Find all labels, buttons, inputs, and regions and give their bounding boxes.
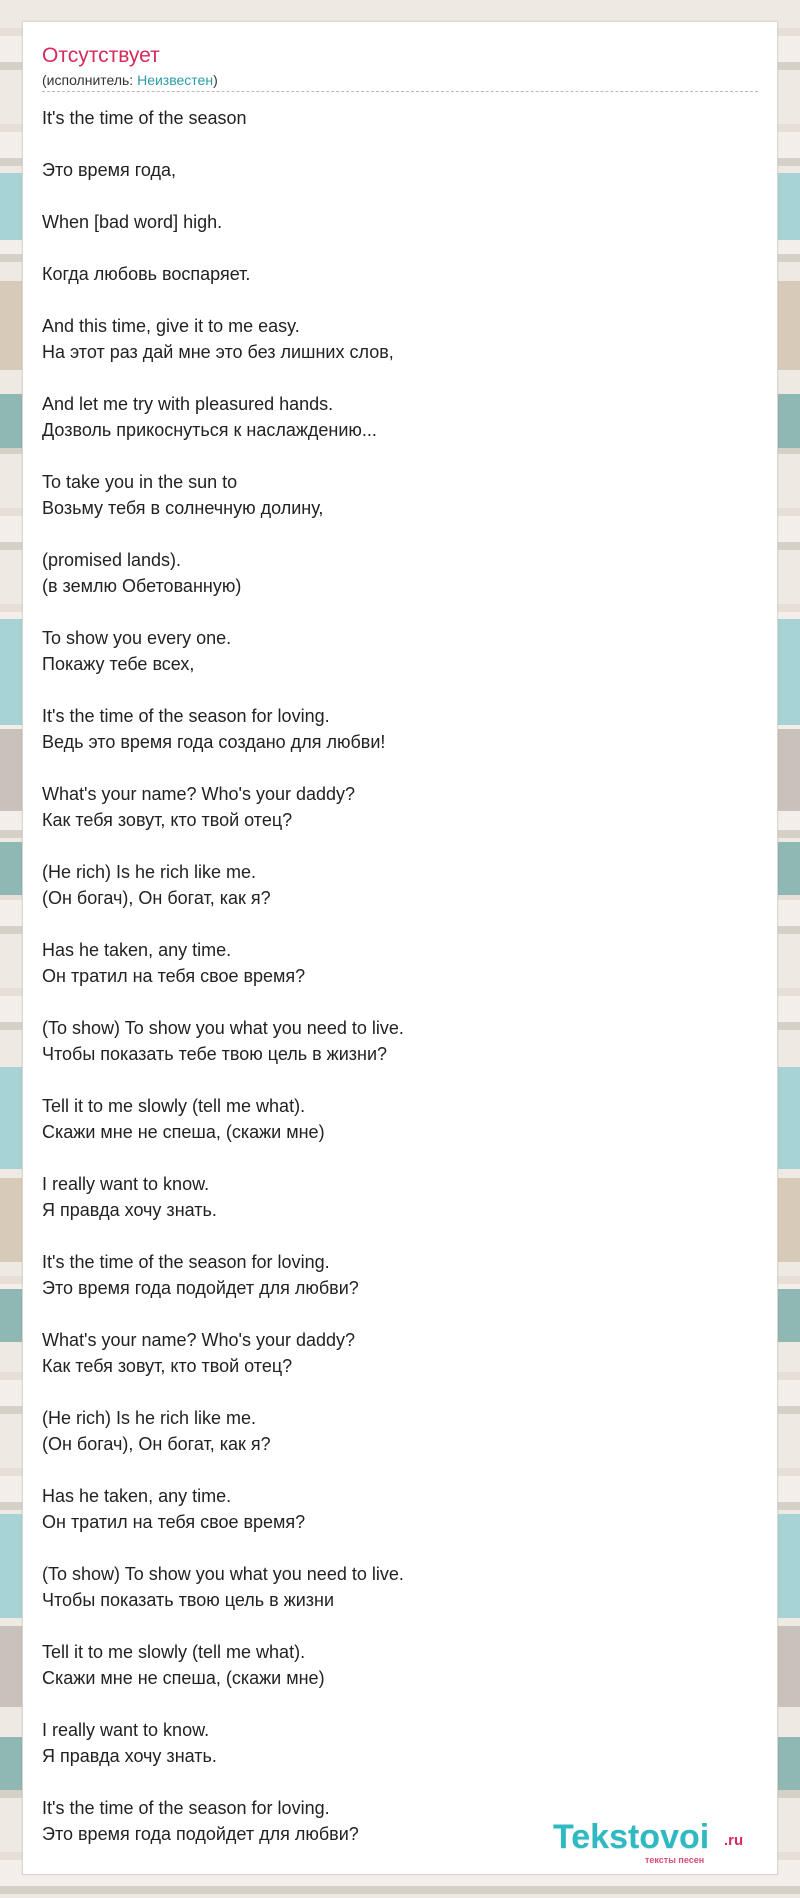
- lyric-line: Это время года,: [42, 160, 176, 180]
- lyrics-card: [22, 21, 778, 1875]
- lyric-stanza: [42, 1327, 742, 1379]
- lyric-stanza: [42, 859, 742, 911]
- lyric-line: Ведь это время года создано для любви!: [42, 732, 386, 752]
- lyric-stanza: [42, 1405, 742, 1457]
- artist-line: [42, 71, 758, 89]
- lyric-line: Это время года подойдет для любви?: [42, 1824, 359, 1844]
- song-header: [42, 43, 758, 92]
- lyric-stanza: [42, 1015, 742, 1067]
- artist-suffix: ): [213, 72, 218, 88]
- lyric-line: Он тратил на тебя свое время?: [42, 1512, 306, 1532]
- lyric-line: Он тратил на тебя свое время?: [42, 966, 306, 986]
- lyric-line: (Он богач), Он богат, как я?: [42, 888, 271, 908]
- lyric-stanza: [42, 1639, 742, 1691]
- lyric-stanza: [42, 1717, 742, 1769]
- lyric-line: Покажу тебе всех,: [42, 654, 195, 674]
- logo-subtitle: тексты песен: [645, 1855, 705, 1865]
- lyric-line: When [bad word] high.: [42, 212, 223, 232]
- lyric-stanza: [42, 209, 742, 235]
- logo-main-text: Tekstovoi: [553, 1818, 710, 1856]
- lyric-line: Возьму тебя в солнечную долину,: [42, 498, 324, 518]
- lyric-stanza: [42, 469, 742, 521]
- lyric-line: Скажи мне не спеша, (скажи мне): [42, 1668, 325, 1688]
- lyric-line: To take you in the sun to: [42, 472, 238, 492]
- lyric-line: And let me try with pleasured hands.: [42, 394, 334, 414]
- lyric-line: (He rich) Is he rich like me.: [42, 1408, 257, 1428]
- lyric-line: Дозволь прикоснуться к наслаждению...: [42, 420, 377, 440]
- lyric-line: I really want to know.: [42, 1174, 210, 1194]
- lyric-stanza: [42, 391, 742, 443]
- song-title: Отсутствует: [42, 44, 160, 67]
- lyric-line: Has he taken, any time.: [42, 940, 232, 960]
- lyric-stanza: [42, 1249, 742, 1301]
- lyric-line: (He rich) Is he rich like me.: [42, 862, 257, 882]
- lyric-line: Я правда хочу знать.: [42, 1200, 217, 1220]
- logo-domain-text: .ru: [724, 1832, 744, 1849]
- lyric-line: На этот раз дай мне это без лишних слов,: [42, 342, 394, 362]
- lyric-line: It's the time of the season: [42, 108, 247, 128]
- lyric-line: It's the time of the season for loving.: [42, 1798, 330, 1818]
- lyric-line: Чтобы показать твою цель в жизни: [42, 1590, 335, 1610]
- lyric-line: To show you every one.: [42, 628, 232, 648]
- lyric-line: Скажи мне не спеша, (скажи мне): [42, 1122, 325, 1142]
- lyric-line: (To show) To show you what you need to live.: [42, 1564, 404, 1584]
- lyric-stanza: [42, 1561, 742, 1613]
- lyric-line: Tell it to me slowly (tell me what).: [42, 1096, 306, 1116]
- lyric-stanza: [42, 1093, 742, 1145]
- lyric-stanza: [42, 937, 742, 989]
- lyric-line: Как тебя зовут, кто твой отец?: [42, 1356, 293, 1376]
- lyric-line: (promised lands).: [42, 550, 182, 570]
- lyric-line: (в землю Обетованную): [42, 576, 242, 596]
- artist-link[interactable]: Неизвестен: [137, 72, 214, 88]
- site-logo[interactable]: [553, 1818, 769, 1864]
- lyric-stanza: [42, 703, 742, 755]
- lyric-line: Я правда хочу знать.: [42, 1746, 217, 1766]
- lyric-line: And this time, give it to me easy.: [42, 316, 300, 336]
- lyric-line: Это время года подойдет для любви?: [42, 1278, 359, 1298]
- lyric-line: Has he taken, any time.: [42, 1486, 232, 1506]
- lyric-stanza: [42, 105, 742, 131]
- lyric-stanza: [42, 261, 742, 287]
- lyric-line: (Он богач), Он богат, как я?: [42, 1434, 271, 1454]
- lyric-stanza: [42, 313, 742, 365]
- artist-prefix: (исполнитель:: [42, 72, 138, 88]
- lyric-stanza: [42, 157, 742, 183]
- lyric-line: It's the time of the season for loving.: [42, 1252, 330, 1272]
- lyric-line: Как тебя зовут, кто твой отец?: [42, 810, 293, 830]
- lyric-stanza: [42, 1171, 742, 1223]
- lyric-stanza: [42, 625, 742, 677]
- lyric-line: What's your name? Who's your daddy?: [42, 1330, 356, 1350]
- lyric-line: What's your name? Who's your daddy?: [42, 784, 356, 804]
- lyrics-text: [42, 105, 742, 1873]
- lyric-stanza: [42, 781, 742, 833]
- lyric-line: It's the time of the season for loving.: [42, 706, 330, 726]
- lyric-line: Tell it to me slowly (tell me what).: [42, 1642, 306, 1662]
- lyric-stanza: [42, 547, 742, 599]
- lyric-line: Когда любовь воспаряет.: [42, 264, 251, 284]
- lyric-line: I really want to know.: [42, 1720, 210, 1740]
- lyric-line: Чтобы показать тебе твою цель в жизни?: [42, 1044, 388, 1064]
- lyric-stanza: [42, 1483, 742, 1535]
- lyric-line: (To show) To show you what you need to live.: [42, 1018, 404, 1038]
